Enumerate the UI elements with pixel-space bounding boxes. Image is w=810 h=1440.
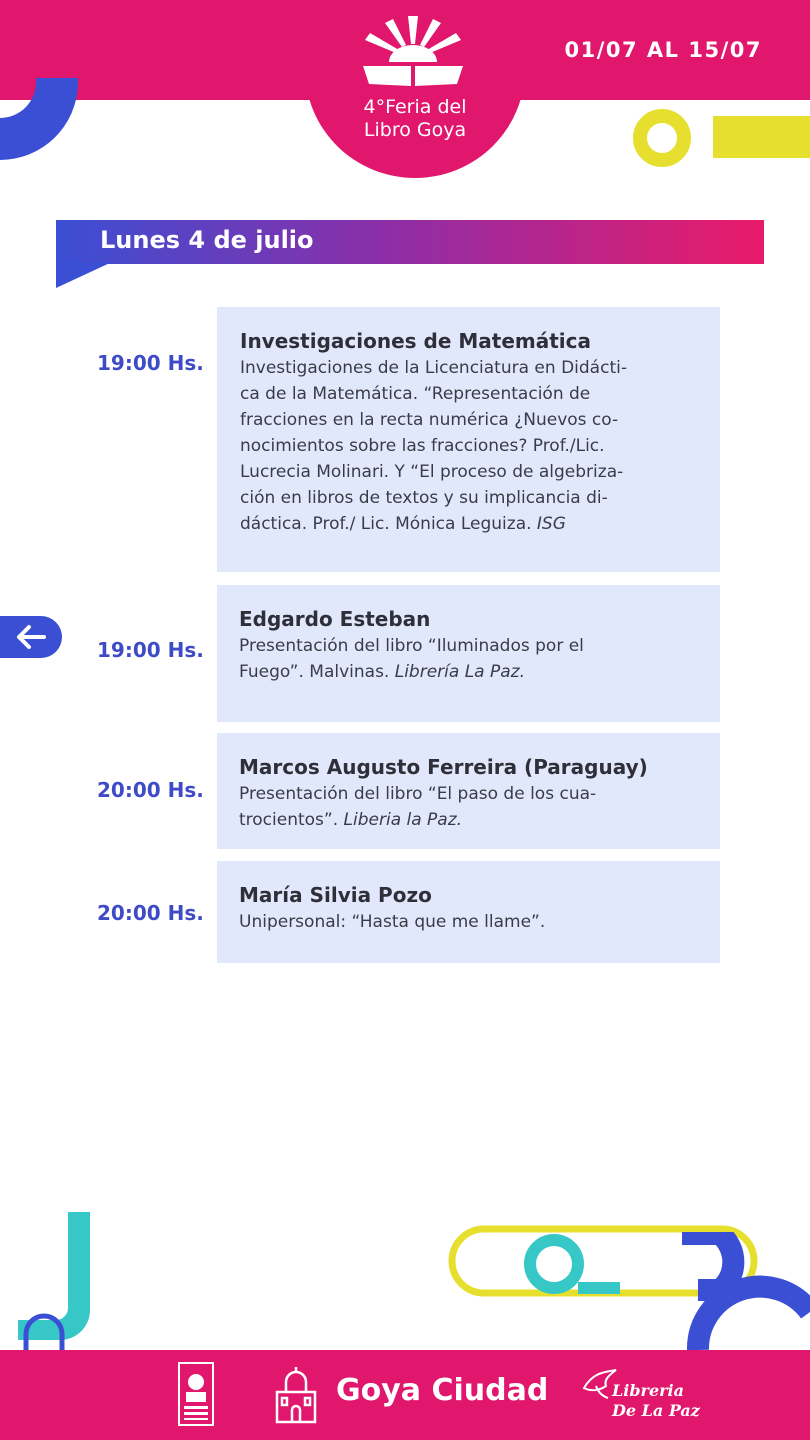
fair-logo-text [315, 96, 515, 142]
event-card [217, 861, 720, 963]
event-card [217, 733, 720, 849]
event-description [239, 909, 700, 935]
city-hall-icon [274, 1366, 318, 1424]
description-line: Investigaciones de la Licenciatura en Didácti- [240, 358, 627, 378]
event-title: Edgardo Esteban [239, 607, 431, 631]
libreria-line-2: De La Paz [612, 1401, 700, 1420]
logo-line-2: Libro Goya [363, 119, 467, 141]
goya-ciudad-text: Goya Ciudad [336, 1373, 549, 1408]
description-line: fracciones en la recta numérica ¿Nuevos co- [240, 410, 619, 430]
event-title: Marcos Augusto Ferreira (Paraguay) [239, 755, 648, 779]
date-range: 01/07 AL 15/07 [564, 38, 762, 62]
description-line [240, 511, 700, 537]
description-line [239, 807, 700, 833]
event-time: 19:00 Hs. [97, 638, 204, 662]
yellow-bar-decoration [713, 116, 810, 158]
description-line: Lucrecia Molinari. Y “El proceso de algebriza- [240, 462, 624, 482]
event-time: 20:00 Hs. [97, 778, 204, 802]
description-text: dáctica. Prof./ Lic. Mónica Leguiza. [240, 514, 532, 534]
description-line: Presentación del libro “El paso de los cua- [239, 784, 597, 804]
event-card [217, 307, 720, 572]
back-button[interactable] [0, 616, 62, 658]
sade-logo-icon [178, 1362, 214, 1426]
libreria-line-1: Libreria [612, 1381, 684, 1400]
description-line [239, 659, 700, 685]
description-line: nocimientos sobre las fracciones? Prof./Lic. [240, 436, 605, 456]
event-source: Librería La Paz. [394, 662, 525, 682]
description-text: trocientos”. [239, 810, 339, 830]
event-description [239, 633, 700, 685]
sun-book-icon [359, 14, 467, 88]
blue-swirl-decoration [680, 1232, 810, 1350]
logo-line-1: 4°Feria del [363, 96, 467, 118]
event-title: Investigaciones de Matemática [240, 329, 592, 353]
day-title: Lunes 4 de julio [100, 226, 314, 254]
blue-arc-decoration [0, 78, 82, 164]
event-description [240, 355, 700, 537]
teal-loop-decoration [520, 1228, 630, 1298]
event-time: 20:00 Hs. [97, 901, 204, 925]
libreria-de-la-paz-logo [612, 1381, 700, 1421]
event-card [217, 585, 720, 722]
description-text: Fuego”. Malvinas. [239, 662, 390, 682]
event-source: Liberia la Paz. [343, 810, 463, 830]
yellow-ring-decoration [632, 108, 692, 168]
event-source: ISG [536, 514, 566, 534]
day-banner-tail [56, 262, 112, 288]
description-line: ción en libros de textos y su implicancia di- [240, 488, 608, 508]
event-time: 19:00 Hs. [97, 351, 204, 375]
event-description [239, 781, 700, 833]
arrow-left-icon [14, 624, 48, 650]
description-line: Unipersonal: “Hasta que me llame”. [239, 912, 546, 932]
event-title: María Silvia Pozo [239, 883, 432, 907]
description-line: ca de la Matemática. “Representación de [240, 384, 591, 404]
description-line: Presentación del libro “Iluminados por el [239, 636, 584, 656]
